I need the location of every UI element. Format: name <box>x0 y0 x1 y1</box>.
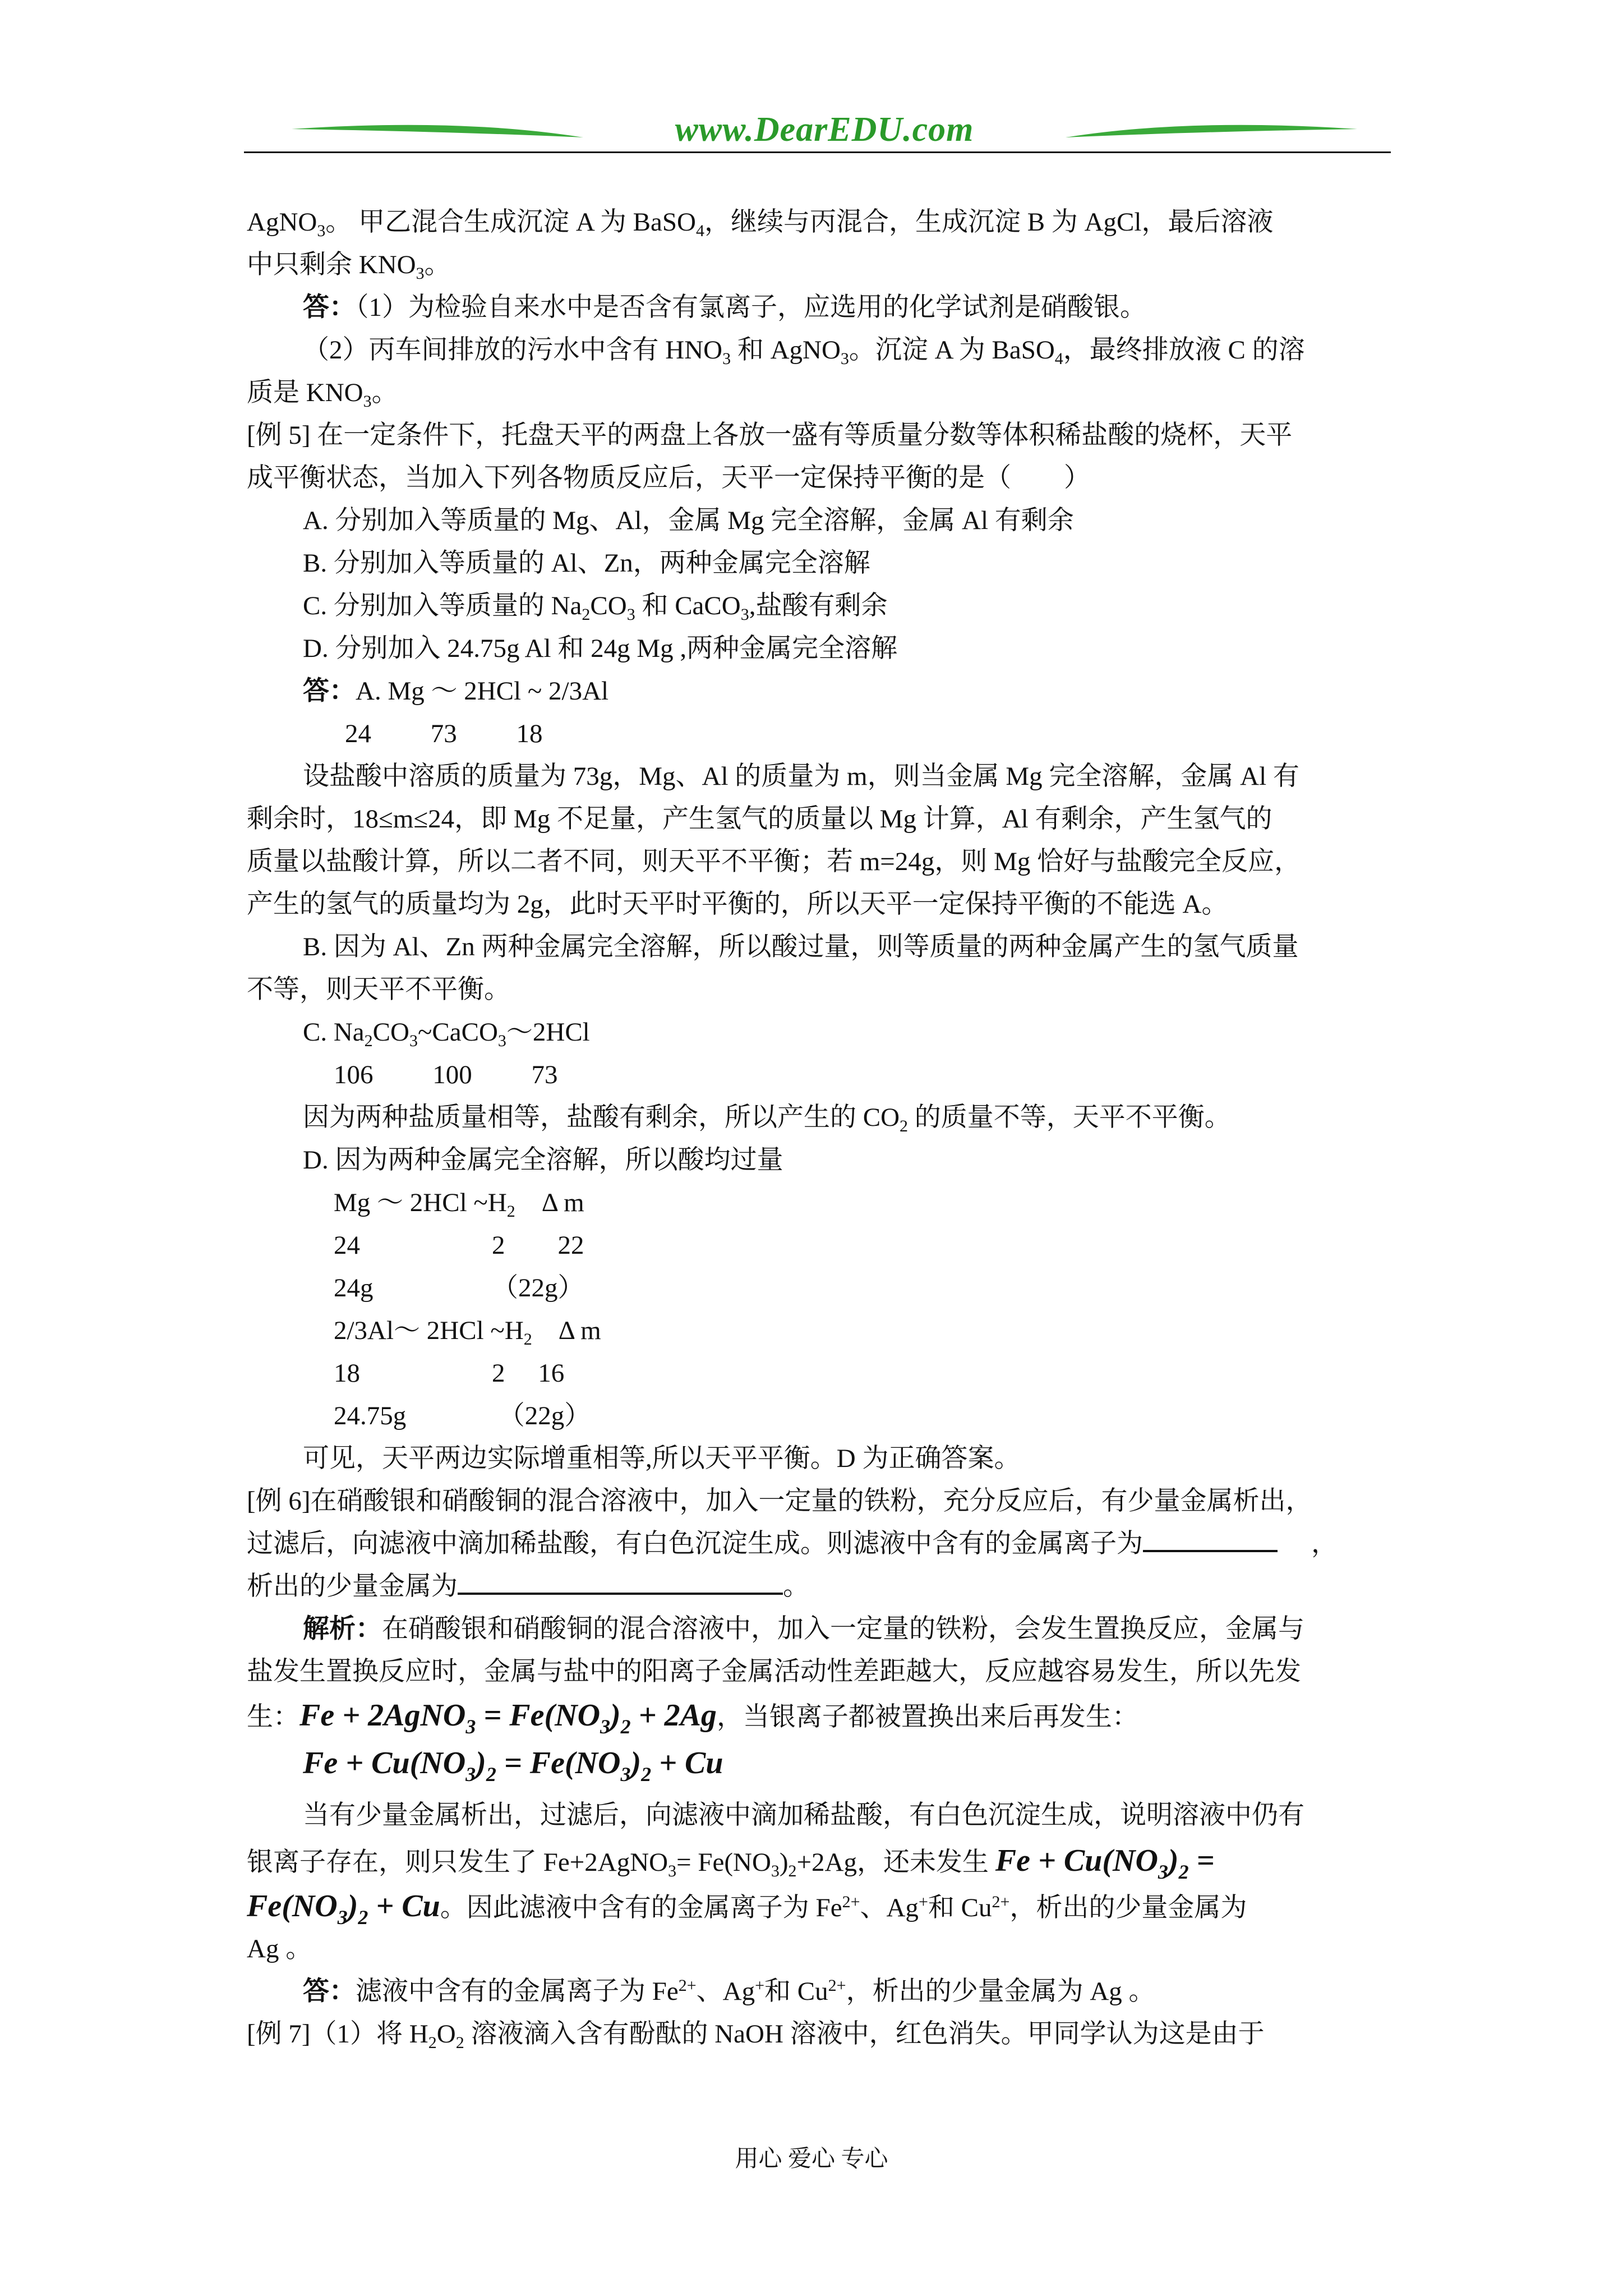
text-line: 质量以盐酸计算，所以二者不同，则天平不平衡；若 m=24g，则 Mg 恰好与盐酸完全反应， <box>247 847 1301 876</box>
text-line: （2）丙车间排放的污水中含有 $HNO_3$ 和 AgNO$_3$。沉淀 A 为 BaSO$_4$，最终排放液 C 的溶 <box>303 335 1305 368</box>
text-line: 成平衡状态，当加入下列各物质反应后，天平一定保持平衡的是（ ） <box>247 463 1090 493</box>
text-line: 24g （22g） <box>334 1273 584 1303</box>
answer-blank <box>1143 1530 1278 1552</box>
option-b: B. 分别加入等质量的 Al、Zn，两种金属完全溶解 <box>303 549 870 578</box>
text-line: 设盐酸中溶质的质量为 73g，Mg、Al 的质量为 m，则当金属 Mg 完全溶解，金属 Al 有 <box>303 762 1299 791</box>
text-line: 可见，天平两边实际增重相等,所以天平平衡。D 为正确答案。 <box>303 1444 1021 1473</box>
equation: $Fe + Cu(NO_3)_2 = Fe(NO_3)_2 + Cu$ <box>303 1746 723 1786</box>
logo-text: www.DearEDU.com <box>675 111 974 149</box>
text-line: AgNO$_3$。 甲乙混合生成沉淀 A 为 BaSO$_4$，继续与丙混合，生成沉淀 B 为 AgCl，最后溶液 <box>247 208 1274 240</box>
text-line: 当有少量金属析出，过滤后，向滤液中滴加稀盐酸，有白色沉淀生成，说明溶液中仍有 <box>303 1801 1304 1830</box>
text-line: 质是 $KNO_3$。 <box>247 378 398 411</box>
option-d: D. 分别加入 24.75g Al 和 24g Mg ,两种金属完全溶解 <box>303 634 898 663</box>
header-rule <box>244 151 1391 153</box>
answer-blank <box>458 1572 783 1595</box>
site-logo <box>292 107 1357 157</box>
text-line: 剩余时，18≤m≤24，即 Mg 不足量，产生氢气的质量以 Mg 计算，Al 有剩余，产生氢气的 <box>247 804 1272 834</box>
text-line: $Fe(NO_3)_2 + Cu$。因此滤液中含有的金属离子为 $Fe^{2+}$、Ag+和 $Cu^{2+}$，析出的少量金属为 <box>247 1889 1247 1929</box>
text-line: 析出的少量金属为 。 <box>247 1572 809 1601</box>
option-a: A. 分别加入等质量的 Mg、Al，金属 Mg 完全溶解，金属 Al 有剩余 <box>303 506 1074 535</box>
text-line: Ag 。 <box>247 1934 312 1963</box>
text-line: 2/3Al～ 2HCl $\sim H_2$ Δ m <box>334 1316 601 1349</box>
example-5-question: [例 5] 在一定条件下，托盘天平的两盘上各放一盛有等质量分数等体积稀盐酸的烧杯，天平 <box>247 421 1293 450</box>
analysis-line: 解析：在硝酸银和硝酸铜的混合溶液中，加入一定量的铁粉，会发生置换反应，金属与 <box>303 1614 1304 1644</box>
text-line: 过滤后，向滤液中滴加稀盐酸，有白色沉淀生成。则滤液中含有的金属离子为 ， <box>247 1529 1338 1558</box>
equation: $Fe(NO_3)_2 + Cu$ <box>247 1889 440 1929</box>
option-c: C. 分别加入等质量的 $Na_2CO_3$ 和 CaCO$_3$,盐酸有剩余 <box>303 591 888 624</box>
text-line: C. $Na_2CO_3\sim CaCO_3\sim 2HCl$ <box>303 1018 590 1050</box>
text-line: B. 因为 Al、Zn 两种金属完全溶解，所以酸过量，则等质量的两种金属产生的氢气质量 <box>303 932 1299 961</box>
answer-line: 答：滤液中含有的金属离子为 $Fe^{2+}$、Ag+和 $Cu^{2+}$，析出的少量金属为 Ag 。 <box>303 1976 1155 2006</box>
text-line: D. 因为两种金属完全溶解，所以酸均过量 <box>303 1145 783 1175</box>
example-6-question: [例 6]在硝酸银和硝酸铜的混合溶液中，加入一定量的铁粉，充分反应后，有少量金属析出， <box>247 1487 1312 1516</box>
answer-line: 答：A. Mg ～ 2HCl ~ 2/3Al <box>303 677 609 706</box>
text-line: 中只剩余 $KNO_3$。 <box>247 250 451 283</box>
equation-line: 生：Fe + 2AgNO$_3$ = $Fe(NO_3)_2 + 2Ag$，当银离子都被置换出来后再发生： <box>247 1698 1138 1738</box>
text-line: 24.75g （22g） <box>334 1401 591 1430</box>
text-line: 18 2 16 <box>334 1359 565 1388</box>
equation-line <box>303 1745 723 1786</box>
answer-line: 答：（1）为检验自来水中是否含有氯离子，应选用的化学试剂是硝酸银。 <box>303 293 1146 322</box>
text-line: 106 100 73 <box>334 1060 558 1089</box>
text-line: 24 73 18 <box>345 719 543 748</box>
text-line: Mg ～ 2HCl $\sim H_2$ Δ m <box>334 1188 584 1221</box>
text-line: 银离子存在，则只发生了 Fe+2AgNO$_3$= $Fe(NO_3)_2+2Ag$，还未发生 $Fe + Cu(NO_3)_2$ = <box>247 1843 1215 1883</box>
text-line: 因为两种盐质量相等，盐酸有剩余，所以产生的 $CO_2$ 的质量不等，天平不平衡。 <box>303 1103 1231 1135</box>
text-line: 不等，则天平不平衡。 <box>247 975 510 1004</box>
text-line: 24 2 22 <box>334 1231 584 1260</box>
equation: $Fe + Cu(NO_3)_2$ = <box>995 1843 1215 1883</box>
equation: Fe + 2AgNO$_3$ = $Fe(NO_3)_2 + 2Ag$ <box>299 1698 717 1738</box>
text-line: 产生的氢气的质量均为 2g，此时天平时平衡的，所以天平一定保持平衡的不能选 A。 <box>247 890 1228 919</box>
example-7-question: [例 7]（1）将 $H_2O_2$ 溶液滴入含有酚酞的 NaOH 溶液中，红色消失。甲同学认为这是由于 <box>247 2019 1265 2052</box>
page-footer: 用心 爱心 专心 <box>735 2146 888 2172</box>
text-line: 盐发生置换反应时，金属与盐中的阳离子金属活动性差距越大，反应越容易发生，所以先发 <box>247 1657 1301 1686</box>
